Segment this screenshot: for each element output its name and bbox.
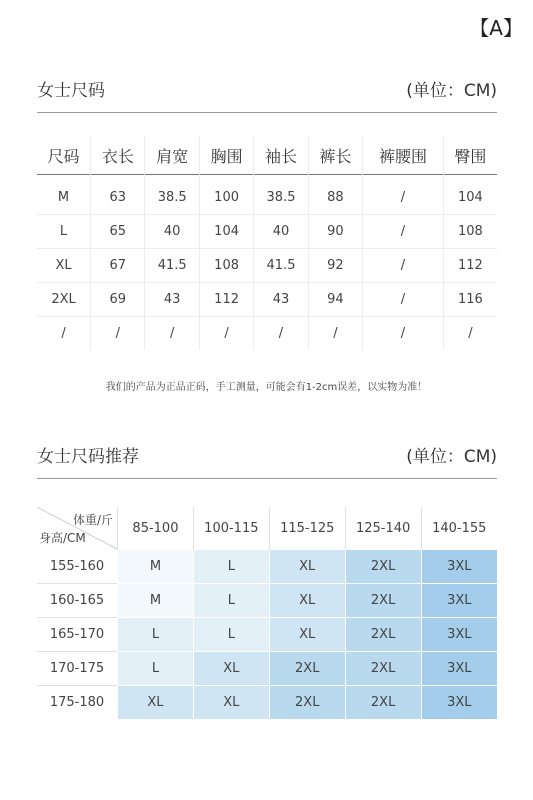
size-cell: 67 — [91, 249, 145, 283]
size-cell: 104 — [443, 175, 497, 215]
size-cell: 41.5 — [254, 249, 308, 283]
size-cell: 112 — [443, 249, 497, 283]
recommendation-row — [37, 584, 497, 618]
recommended-size-cell: 2XL — [345, 652, 421, 686]
size-cell: / — [363, 249, 444, 283]
recommended-size-cell: XL — [269, 584, 345, 618]
recommended-size-cell: XL — [269, 550, 345, 584]
recommend-section-header — [37, 442, 497, 467]
weight-header-row — [37, 507, 497, 550]
size-chart-table — [37, 136, 497, 350]
size-cell: / — [199, 317, 253, 351]
size-cell: / — [254, 317, 308, 351]
recommended-size-cell: 3XL — [421, 550, 497, 584]
col-header-shoulder: 肩宽 — [145, 136, 199, 175]
recommended-size-cell: 2XL — [345, 686, 421, 720]
col-header-waist: 裤腰围 — [363, 136, 444, 175]
size-cell: 38.5 — [254, 175, 308, 215]
height-range-cell: 175-180 — [37, 686, 118, 720]
recommend-section-title: 女士尺码推荐 — [37, 447, 139, 467]
col-header-length: 衣长 — [91, 136, 145, 175]
recommended-size-cell: 3XL — [421, 652, 497, 686]
size-cell: 108 — [199, 249, 253, 283]
recommended-size-cell: 2XL — [345, 618, 421, 652]
size-cell: 40 — [254, 215, 308, 249]
size-section-header — [37, 76, 497, 101]
size-recommendation-table — [37, 507, 497, 719]
size-cell: 40 — [145, 215, 199, 249]
size-cell: 43 — [254, 283, 308, 317]
recommendation-body — [37, 550, 497, 720]
size-cell: / — [91, 317, 145, 351]
col-header-hip: 臀围 — [443, 136, 497, 175]
recommended-size-cell: 2XL — [269, 686, 345, 720]
weight-axis-label: 体重/斤 — [72, 513, 113, 527]
size-cell: / — [145, 317, 199, 351]
size-cell: 69 — [91, 283, 145, 317]
corner-header-cell — [37, 507, 118, 550]
col-header-sleeve: 袖长 — [254, 136, 308, 175]
size-cell: / — [37, 317, 91, 351]
recommended-size-cell: XL — [193, 686, 269, 720]
size-cell: 88 — [308, 175, 362, 215]
recommendation-row — [37, 652, 497, 686]
height-range-cell: 170-175 — [37, 652, 118, 686]
col-header-bust: 胸围 — [199, 136, 253, 175]
size-cell: L — [37, 215, 91, 249]
recommended-size-cell: 2XL — [269, 652, 345, 686]
size-cell: 112 — [199, 283, 253, 317]
size-section-title: 女士尺码 — [37, 81, 105, 101]
col-header-pants-length: 裤长 — [308, 136, 362, 175]
height-range-cell: 165-170 — [37, 618, 118, 652]
weight-range-header: 140-155 — [421, 507, 497, 550]
size-cell: 90 — [308, 215, 362, 249]
size-row — [37, 283, 497, 317]
recommended-size-cell: 2XL — [345, 550, 421, 584]
variant-tag: 【A】 — [469, 16, 523, 40]
size-row — [37, 175, 497, 215]
recommended-size-cell: M — [118, 550, 194, 584]
weight-range-header: 100-115 — [193, 507, 269, 550]
size-cell: 2XL — [37, 283, 91, 317]
size-cell: 41.5 — [145, 249, 199, 283]
height-axis-label: 身高/CM — [39, 530, 86, 545]
size-cell: / — [443, 317, 497, 351]
recommend-section-divider — [37, 478, 497, 479]
size-cell: / — [363, 317, 444, 351]
recommended-size-cell: XL — [269, 618, 345, 652]
size-cell: 100 — [199, 175, 253, 215]
weight-range-header: 125-140 — [345, 507, 421, 550]
recommended-size-cell: L — [193, 584, 269, 618]
size-cell: 92 — [308, 249, 362, 283]
size-row — [37, 215, 497, 249]
recommended-size-cell: XL — [193, 652, 269, 686]
size-cell: / — [308, 317, 362, 351]
col-header-size: 尺码 — [47, 146, 80, 166]
size-cell: 63 — [91, 175, 145, 215]
size-section-divider — [37, 112, 497, 113]
size-chart-body — [37, 175, 497, 351]
size-section-unit: (单位：CM) — [406, 81, 497, 101]
recommended-size-cell: M — [118, 584, 194, 618]
recommendation-row — [37, 550, 497, 584]
recommended-size-cell: L — [193, 618, 269, 652]
size-cell: / — [363, 175, 444, 215]
recommended-size-cell: 3XL — [421, 686, 497, 720]
size-cell: 94 — [308, 283, 362, 317]
recommendation-row — [37, 686, 497, 720]
measurement-note: 我们的产品为正品正码，手工测量，可能会有1-2cm误差，以实物为准！ — [105, 382, 428, 393]
height-range-cell: 155-160 — [37, 550, 118, 584]
weight-range-header: 85-100 — [118, 507, 194, 550]
weight-range-header: 115-125 — [269, 507, 345, 550]
size-cell: 116 — [443, 283, 497, 317]
recommended-size-cell: 3XL — [421, 618, 497, 652]
size-cell: / — [363, 215, 444, 249]
size-row — [37, 249, 497, 283]
recommended-size-cell: XL — [118, 686, 194, 720]
size-cell: / — [363, 283, 444, 317]
recommended-size-cell: 2XL — [345, 584, 421, 618]
size-row — [37, 317, 497, 351]
recommended-size-cell: L — [118, 618, 194, 652]
size-cell: M — [57, 190, 70, 205]
recommended-size-cell: L — [118, 652, 194, 686]
height-range-cell: 160-165 — [37, 584, 118, 618]
size-cell: 43 — [145, 283, 199, 317]
size-cell: 65 — [91, 215, 145, 249]
recommended-size-cell: 3XL — [421, 584, 497, 618]
size-chart-header-row — [37, 136, 497, 175]
recommended-size-cell: L — [193, 550, 269, 584]
size-cell: 38.5 — [145, 175, 199, 215]
size-cell: XL — [37, 249, 91, 283]
size-cell: 108 — [443, 215, 497, 249]
size-cell: 104 — [199, 215, 253, 249]
recommendation-row — [37, 618, 497, 652]
recommend-section-unit: (单位：CM) — [406, 447, 497, 467]
